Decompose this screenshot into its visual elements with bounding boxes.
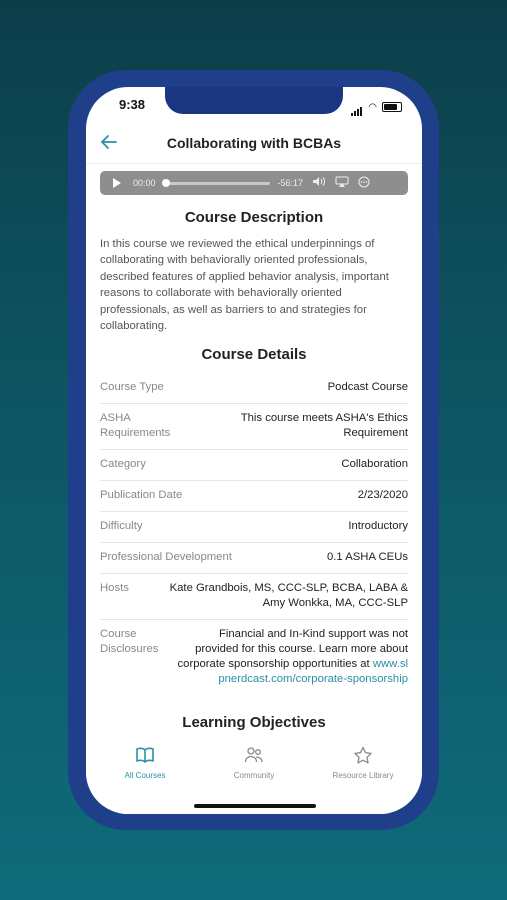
volume-icon[interactable] xyxy=(312,176,326,190)
progress-track[interactable] xyxy=(164,182,270,185)
detail-row-professional-development xyxy=(100,543,408,574)
progress-thumb[interactable] xyxy=(162,179,170,187)
course-description-title: Course Description xyxy=(184,209,324,226)
detail-value: This course meets ASHA's Ethics Requirement xyxy=(240,412,408,440)
airplay-icon[interactable] xyxy=(335,176,349,190)
elapsed-time: 00:00 xyxy=(133,178,156,188)
sponsorship-link[interactable]: www.slpnerdcast.com/corporate-sponsorship xyxy=(218,658,408,686)
detail-row-course-type xyxy=(100,373,408,404)
detail-value: Podcast Course xyxy=(327,381,408,394)
detail-label: Course Type xyxy=(100,381,164,394)
detail-label: Difficulty xyxy=(100,520,143,533)
tab-resource-library[interactable] xyxy=(308,746,418,780)
wifi-icon: ◠ xyxy=(368,101,377,113)
course-description-text: In this course we reviewed the ethical underpinnings of collaborating with behaviorally oriented professionals, described features of applied behavior analysis, important reasons to collaborate with behaviorally oriented professionals, as well as barriers to and strategies for collaborating. xyxy=(100,238,389,333)
tab-community[interactable] xyxy=(199,746,309,780)
detail-value: 2/23/2020 xyxy=(357,489,408,502)
people-icon xyxy=(199,746,309,766)
app-header xyxy=(86,123,422,164)
audio-player xyxy=(100,171,408,195)
device-notch xyxy=(165,87,343,114)
learning-objectives-title: Learning Objectives xyxy=(182,714,326,731)
disclosure-text: Financial and In-Kind support was not provided for this course. Learn more about corporate sponsorship opportunities at xyxy=(177,628,408,671)
detail-value xyxy=(173,627,408,687)
tab-label: Resource Library xyxy=(332,771,394,780)
course-content xyxy=(100,205,408,695)
detail-label: Course Disclosures xyxy=(100,628,159,656)
more-options-icon[interactable] xyxy=(358,176,370,191)
battery-icon xyxy=(382,102,402,112)
page-title: Collaborating with BCBAs xyxy=(166,135,342,151)
course-details-title: Course Details xyxy=(201,346,307,364)
tab-label: Community xyxy=(233,771,275,780)
remaining-time: -56:17 xyxy=(277,178,304,188)
detail-row-difficulty xyxy=(100,512,408,543)
app-screen xyxy=(86,87,422,814)
status-icons xyxy=(351,98,402,116)
bottom-tab-bar xyxy=(86,738,422,814)
detail-label: Category xyxy=(100,458,146,471)
detail-row-asha-requirements xyxy=(100,404,408,450)
status-time: 9:38 xyxy=(119,97,146,112)
detail-row-category xyxy=(100,450,408,481)
book-icon xyxy=(90,746,200,766)
detail-value: Kate Grandbois, MS, CCC-SLP, BCBA, LABA & Amy Wonkka, MA, CCC-SLP xyxy=(169,582,408,610)
tab-label: All Courses xyxy=(124,771,166,780)
detail-value: Collaboration xyxy=(341,458,408,471)
signal-icon xyxy=(351,98,363,116)
tab-all-courses[interactable] xyxy=(90,746,200,780)
detail-value: 0.1 ASHA CEUs xyxy=(327,551,408,564)
star-icon xyxy=(308,746,418,766)
detail-label: Hosts xyxy=(100,582,129,595)
play-icon[interactable] xyxy=(113,178,121,188)
detail-label: ASHA Requirements xyxy=(100,412,171,440)
detail-label: Professional Development xyxy=(100,551,232,564)
detail-value: Introductory xyxy=(348,520,408,533)
detail-row-course-disclosures xyxy=(100,620,408,695)
detail-label: Publication Date xyxy=(100,489,183,502)
detail-row-hosts xyxy=(100,574,408,620)
detail-row-publication-date xyxy=(100,481,408,512)
home-indicator xyxy=(194,804,316,808)
